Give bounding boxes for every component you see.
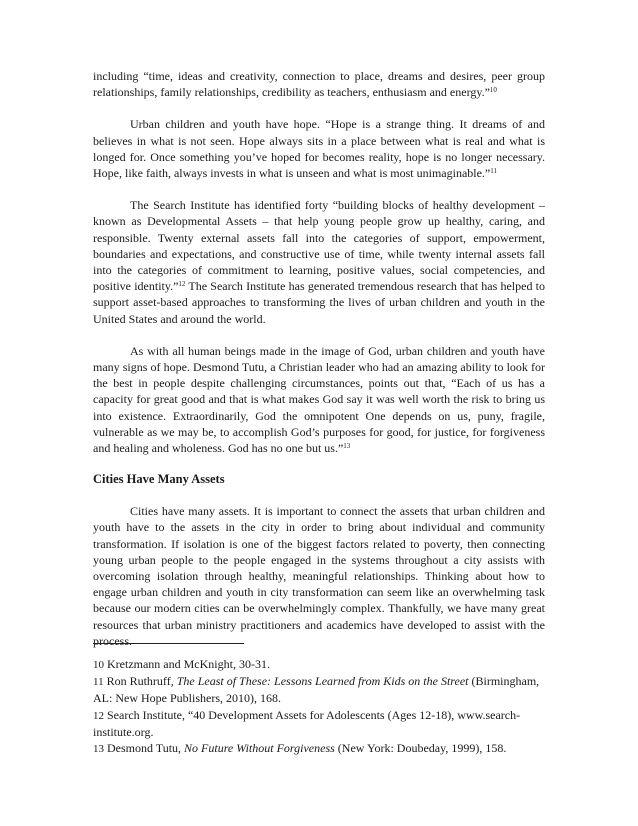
footnote-13: 13 Desmond Tutu, No Future Without Forgiveness (New York: Doubeday, 1999), 158.	[93, 741, 507, 756]
footnote-13-title: No Future Without Forgiveness	[184, 741, 335, 756]
section-heading: Cities Have Many Assets	[93, 472, 225, 487]
page-body	[93, 68, 545, 649]
footnote-11-title: The Least of These: Lessons Learned from Kids on the Street	[176, 674, 469, 689]
footnotes	[93, 656, 545, 757]
footnote-10: 10 Kretzmann and McKnight, 30-31.	[93, 657, 270, 671]
paragraph-2: Urban children and youth have hope. “Hope is a strange thing. It dreams of and believes in what is not seen. Hope always sits in a place between what is real and what is longed for. Once something you’ve hoped for becomes reality, hope is no longer necessary. Hope, like faith, always invests in what is unseen and what is most unimaginable.”$^{11}$	[93, 117, 545, 181]
footnote-ref-11[interactable]: 11	[490, 167, 498, 176]
footnote-11: 11 Ron Ruthruff, The Least of These: Lessons Learned from Kids on the Street (Birmingham, AL: New Hope Publishers, 2010), 168.	[93, 674, 540, 706]
paragraph-3: The Search Institute has identified forty “building blocks of healthy development – known as Developmental Assets – that help young people grow up healthy, caring, and responsible. Twenty external assets fall into the categories of support, empowerment, boundaries and expectations, and constructive use of time, while twenty internal assets fall into the categories of commitment to learning, positive values, social competencies, and positive identity.”$^{12}$ The Search Institute has generated tremendous research that has helped to support asset-based approaches to transforming the lives of urban children and youth in the United States and around the world.	[93, 198, 545, 326]
footnote-12: 12 Search Institute, “40 Development Assets for Adolescents (Ages 12-18), www.search-institute.org.	[93, 707, 521, 739]
footnote-ref-13[interactable]: 13	[343, 442, 351, 451]
paragraph-4: As with all human beings made in the image of God, urban children and youth have many signs of hope. Desmond Tutu, a Christian leader who had an amazing ability to look for the best in people despite challenging circumstances, points out that, “Each of us has a capacity for great good and that is what makes God say it was well worth the risk to bring us into existence. Extraordinarily, God the omnipotent One depends on us, puny, fragile, vulnerable as we may be, to accomplish God’s purposes for good, for justice, for forgiveness and healing and wholeness. God has no one but us.”$^{13}$	[93, 343, 545, 456]
paragraph-5: Cities have many assets. It is important to connect the assets that urban children and youth have to the assets in the city in order to bring about individual and community transformation. If isolation is one of the biggest factors related to poverty, then connecting young urban people to the people engaged in the systems throughout a city assists with overcoming isolation through healthy, meaningful relationships. Thinking about how to engage urban children and youth in city transformation can seem like an overwhelming task because our modern cities can be overwhelmingly complex. Thankfully, we have many great resources that urban ministry practitioners and academics have developed to assist with the process.	[93, 504, 545, 648]
footnote-ref-12[interactable]: 12	[178, 280, 186, 289]
footnote-separator	[93, 643, 244, 644]
paragraph-1: including “time, ideas and creativity, connection to place, dreams and desires, peer group relationships, family relationships, credibility as teachers, enthusiasm and energy.”$^{10}$	[93, 69, 545, 100]
footnote-ref-10[interactable]: 10	[489, 86, 497, 95]
